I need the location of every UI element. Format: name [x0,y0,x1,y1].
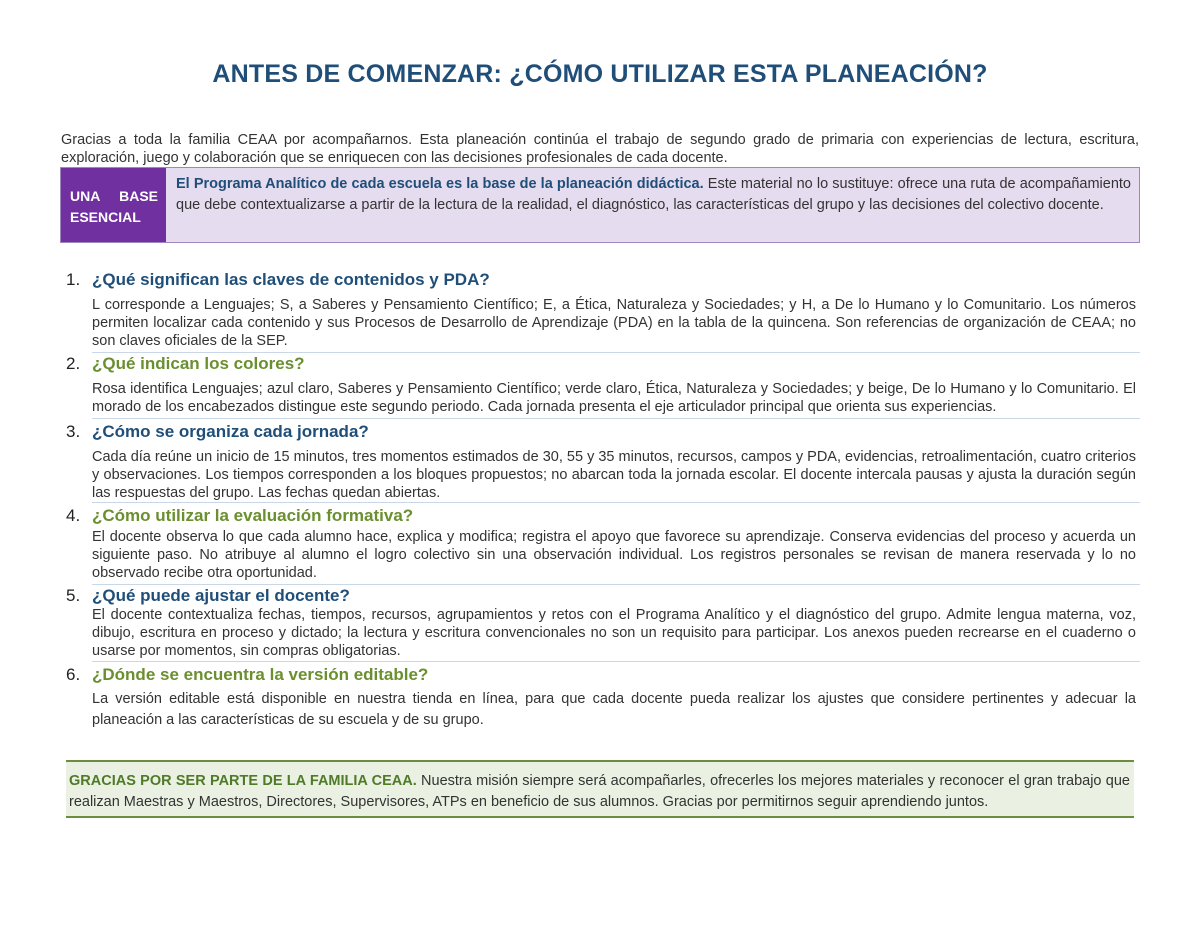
faq-question: ¿Cómo se organiza cada jornada? [92,422,369,441]
faq-number: 3. [66,422,81,441]
callout-body: Este material no lo sustituye: ofrece una ruta de acompañamiento que debe contextualizarse a partir de la lectura de la realidad, el diagnóstico, las características del grupo y las decisiones del colectivo docente. [176,176,1131,213]
divider [92,502,1140,503]
faq-answer: L corresponde a Lenguajes; S, a Saberes y Pensamiento Científico; E, a Ética, Naturaleza y Sociedades; y H, a De lo Humano y lo Comunitario. Los números permiten localizar cada contenido y sus Procesos de Desarrollo de Aprendizaje (PDA) en la tabla de la quincena. Son referencias de organización de CEAA; no son claves oficiales de la SEP. [92,297,1136,349]
divider [92,661,1140,662]
faq-answer: El docente observa lo que cada alumno hace, explica y modifica; registra el apoyo que favorece su aprendizaje. Conserva evidencias del proceso y acuerda un siguiente paso. No atribuye al alumno el logro colectivo sin una observación individual. Los registros personales se revisan de manera reservada y lo no observado recibe otra oportunidad. [92,529,1136,581]
faq-number: 6. [66,665,81,684]
callout-text [166,168,1139,242]
faq-question: ¿Qué puede ajustar el docente? [92,586,350,605]
faq-question: ¿Cómo utilizar la evaluación formativa? [92,506,414,525]
intro-paragraph: Gracias a toda la familia CEAA por acompañarnos. Esta planeación continúa el trabajo de segundo grado de primaria con experiencias de lectura, escritura, exploración, juego y colaboración que se enriquecen con las decisiones profesionales de cada docente. [61,132,1139,166]
page-title: ANTES DE COMENZAR: ¿CÓMO UTILIZAR ESTA PLANEACIÓN? [212,60,988,88]
divider [92,418,1140,419]
faq-question: ¿Qué significan las claves de contenidos y PDA? [92,270,490,289]
divider [92,584,1140,585]
faq-question: ¿Dónde se encuentra la versión editable? [92,665,429,684]
faq-number: 5. [66,586,81,605]
faq-question: ¿Qué indican los colores? [92,354,305,373]
callout-lead: El Programa Analítico de cada escuela es la base de la planeación didáctica. [176,176,704,192]
faq-number: 2. [66,354,81,373]
divider [92,352,1140,353]
faq-answer: El docente contextualiza fechas, tiempos, recursos, agrupamientos y retos con el Programa Analítico y el diagnóstico del grupo. Admite lengua materna, voz, dibujo, escritura en proceso y dictado; la lectura y escritura convencionales no son un requisito para participar. Los anexos pueden recrearse en el cuaderno o usarse por momentos, sin compras obligatorias. [92,607,1136,659]
callout-box [60,167,1140,243]
callout-tag: UNA BASE ESENCIAL [61,168,166,242]
faq-answer: Rosa identifica Lenguajes; azul claro, Saberes y Pensamiento Científico; verde claro, Ética, Naturaleza y Sociedades; y beige, De lo Humano y lo Comunitario. El morado de los encabezados distingue este segundo periodo. Cada jornada presenta el eje articulador principal que orienta sus experiencias. [92,381,1136,415]
faq-number: 1. [66,270,81,289]
thanks-body: Nuestra misión siempre será acompañarles, ofrecerles los mejores materiales y reconocer el gran trabajo que realizan Maestras y Maestros, Directores, Supervisores, ATPs en beneficio de sus alumnos. Gracias por permitirnos seguir aprendiendo juntos. [69,773,1130,810]
thanks-banner [66,760,1134,818]
faq-number: 4. [66,506,81,525]
thanks-lead: GRACIAS POR SER PARTE DE LA FAMILIA CEAA. [69,773,417,789]
faq-answer: Cada día reúne un inicio de 15 minutos, tres momentos estimados de 30, 55 y 35 minutos, recursos, campos y PDA, evidencias, retroalimentación, cuatro criterios y observaciones. Los tiempos corresponden a los bloques propuestos; no abarcan toda la jornada escolar. El docente intercala pausas y ajusta la duración según las respuestas del grupo. Las fechas quedan abiertas. [92,449,1136,501]
faq-answer: La versión editable está disponible en nuestra tienda en línea, para que cada docente pueda realizar los ajustes que considere pertinentes y adecuar la planeación a las características de su escuela y de su grupo. [92,691,1136,728]
